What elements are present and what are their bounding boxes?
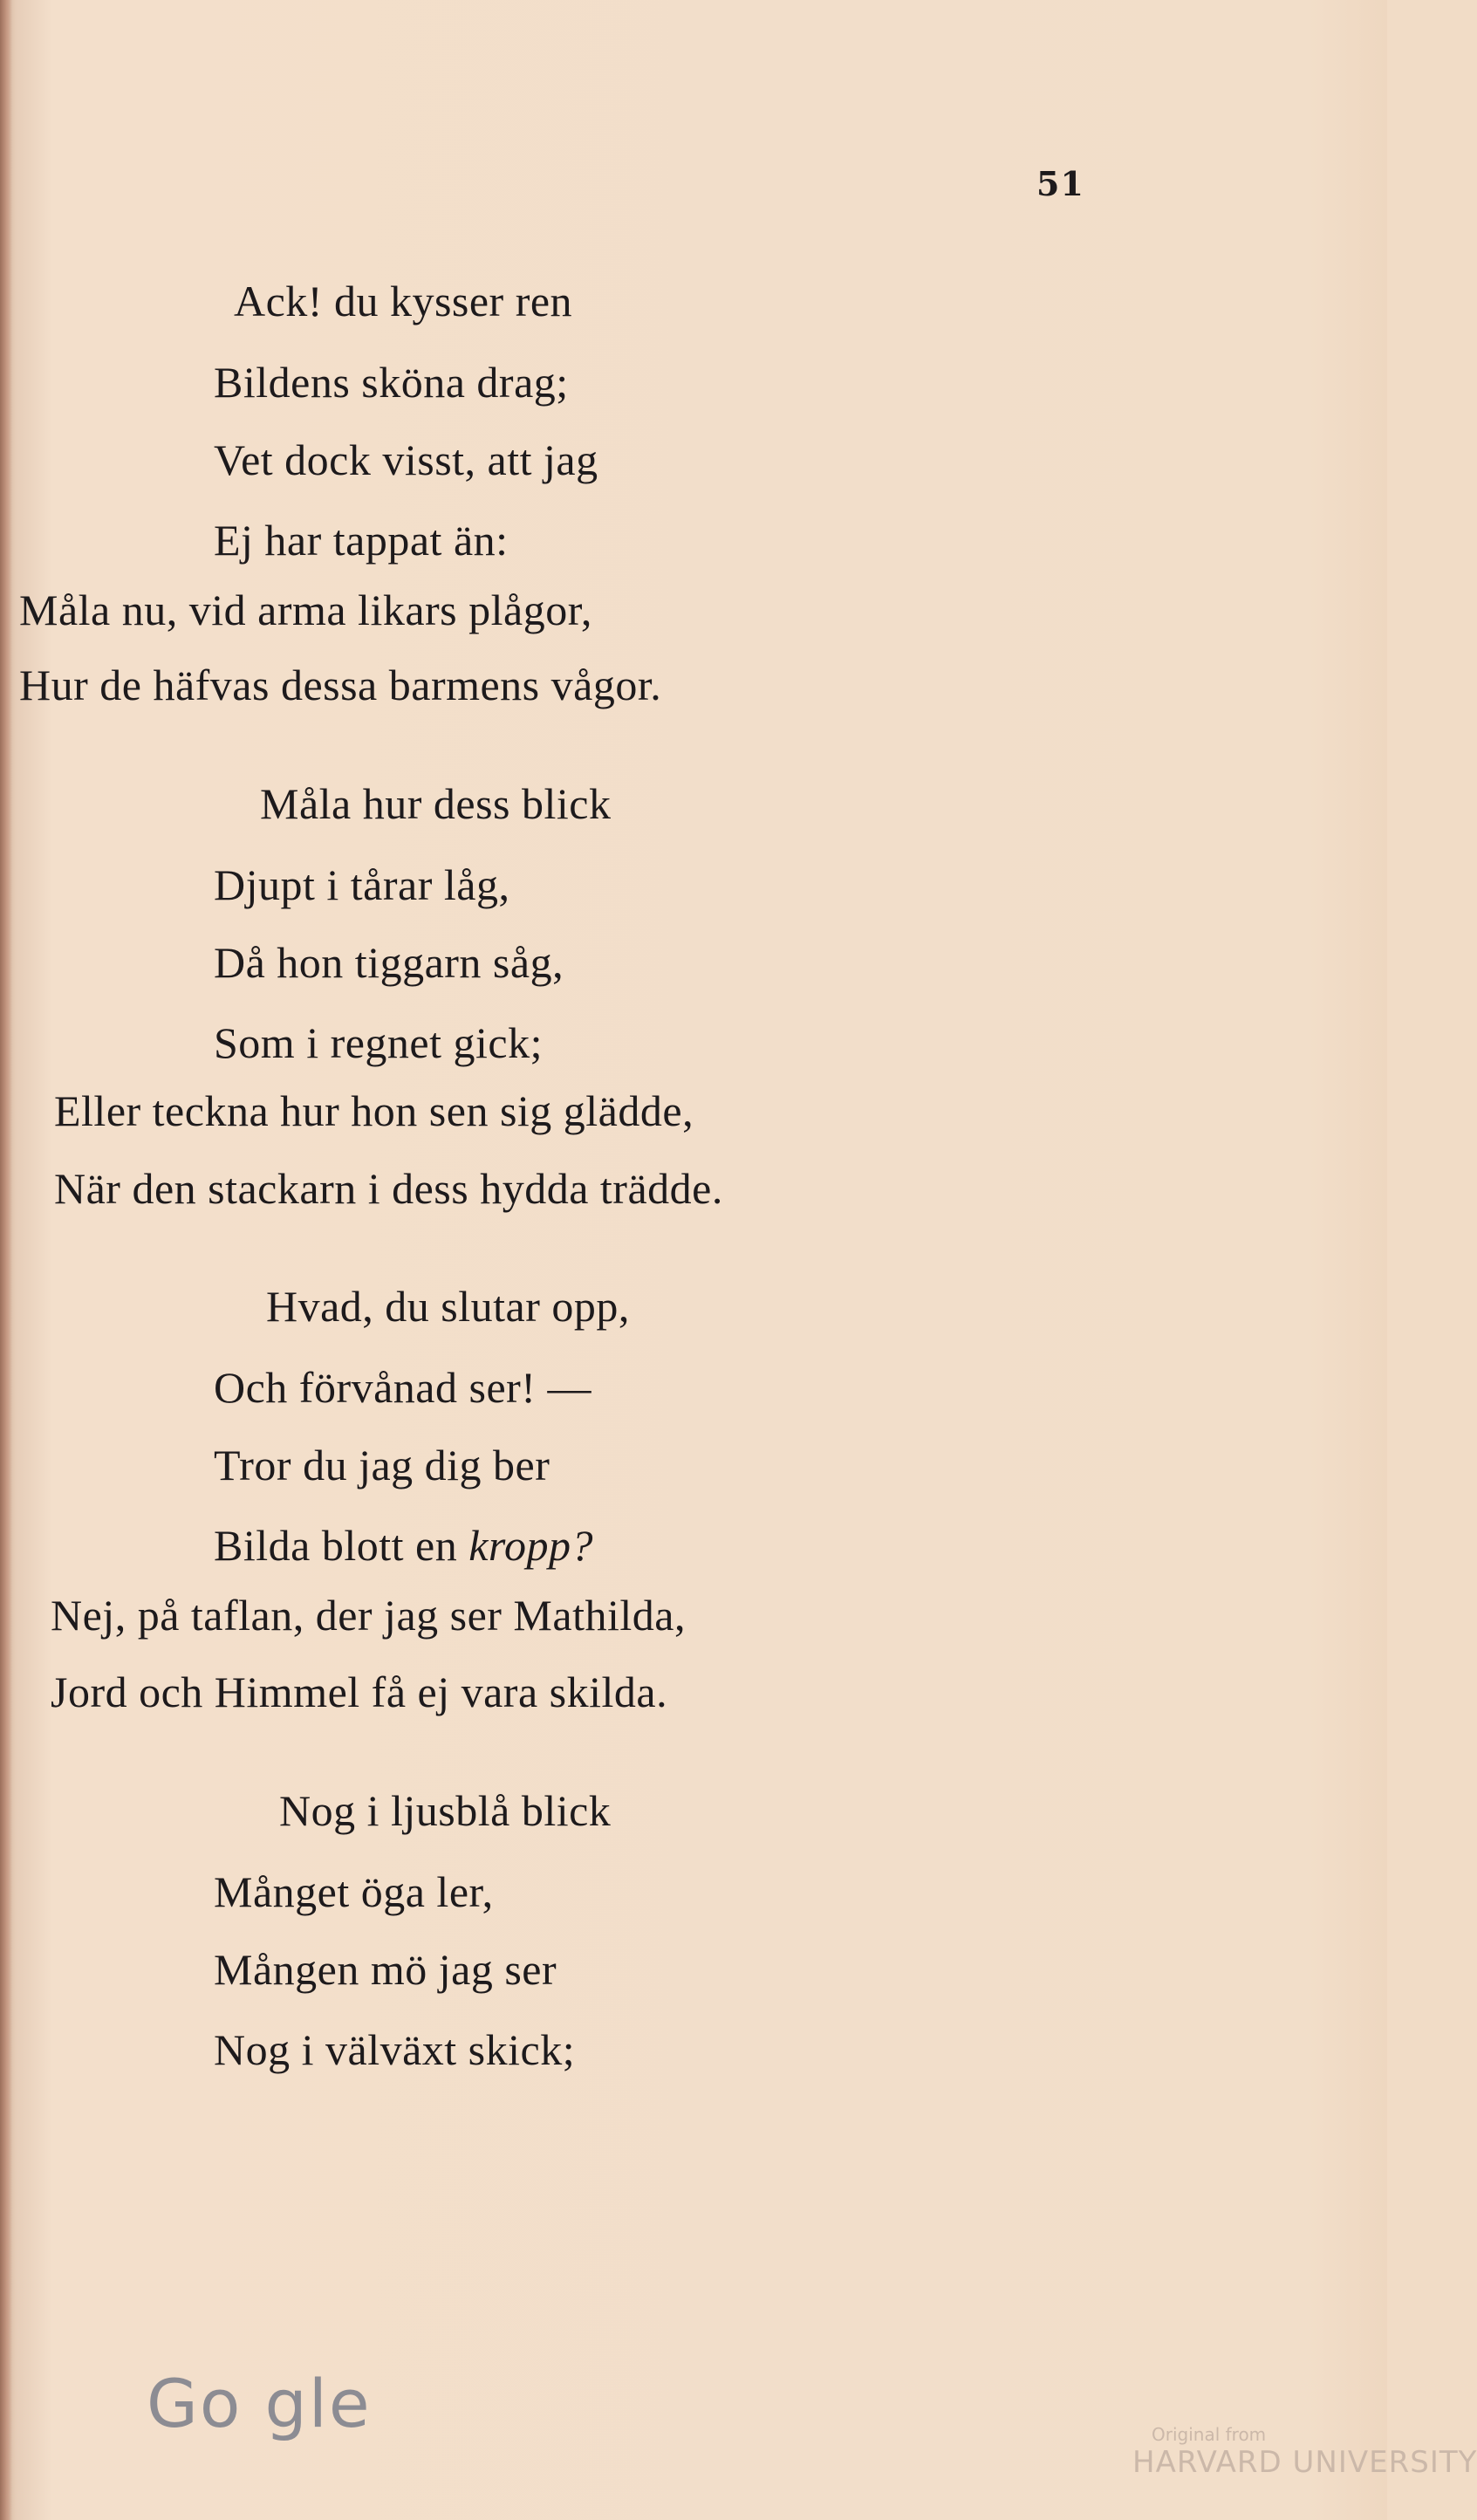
poem-line: Ej har tappat än: xyxy=(214,516,509,565)
google-watermark: Go gle xyxy=(147,2365,372,2442)
poem-line: Måla nu, vid arma likars plågor, xyxy=(19,585,592,634)
poem-line xyxy=(214,1520,593,1571)
poem-line: Ack! du kysser ren xyxy=(234,277,573,325)
poem-line: Och förvånad ser! — xyxy=(214,1363,591,1412)
origin-label: Original from xyxy=(1152,2424,1267,2445)
italic-word: kropp? xyxy=(468,1521,593,1570)
poem-line: Månget öga ler, xyxy=(214,1867,494,1916)
poem-line: Hur de häfvas dessa barmens vågor. xyxy=(19,661,662,709)
poem-line: Eller teckna hur hon sen sig glädde, xyxy=(54,1086,694,1135)
poem-line: Nog i ljusblå blick xyxy=(279,1786,612,1835)
poem-line-text: Bilda blott en xyxy=(214,1521,469,1570)
poem-line: Tror du jag dig ber xyxy=(214,1441,550,1489)
poem-line: Djupt i tårar låg, xyxy=(214,860,510,909)
poem-line: Hvad, du slutar opp, xyxy=(266,1282,630,1331)
poem-line: Mången mö jag ser xyxy=(214,1945,557,1994)
origin-name: HARVARD UNIVERSITY xyxy=(1132,2445,1477,2480)
poem-line: Jord och Himmel få ej vara skilda. xyxy=(51,1667,668,1716)
poem-line: Måla hur dess blick xyxy=(260,779,612,828)
poem-line: När den stackarn i dess hydda trädde. xyxy=(54,1164,723,1213)
poem-line: Vet dock visst, att jag xyxy=(214,435,598,484)
poem-line: Bildens sköna drag; xyxy=(214,358,569,407)
page-number: 51 xyxy=(1036,164,1084,203)
origin-stamp xyxy=(1132,2424,1477,2480)
poem-line: Nog i välväxt skick; xyxy=(214,2025,576,2074)
poem-line: Då hon tiggarn såg, xyxy=(214,938,564,987)
poem-line: Nej, på taflan, der jag ser Mathilda, xyxy=(51,1591,686,1640)
poem-line: Som i regnet gick; xyxy=(214,1018,543,1067)
